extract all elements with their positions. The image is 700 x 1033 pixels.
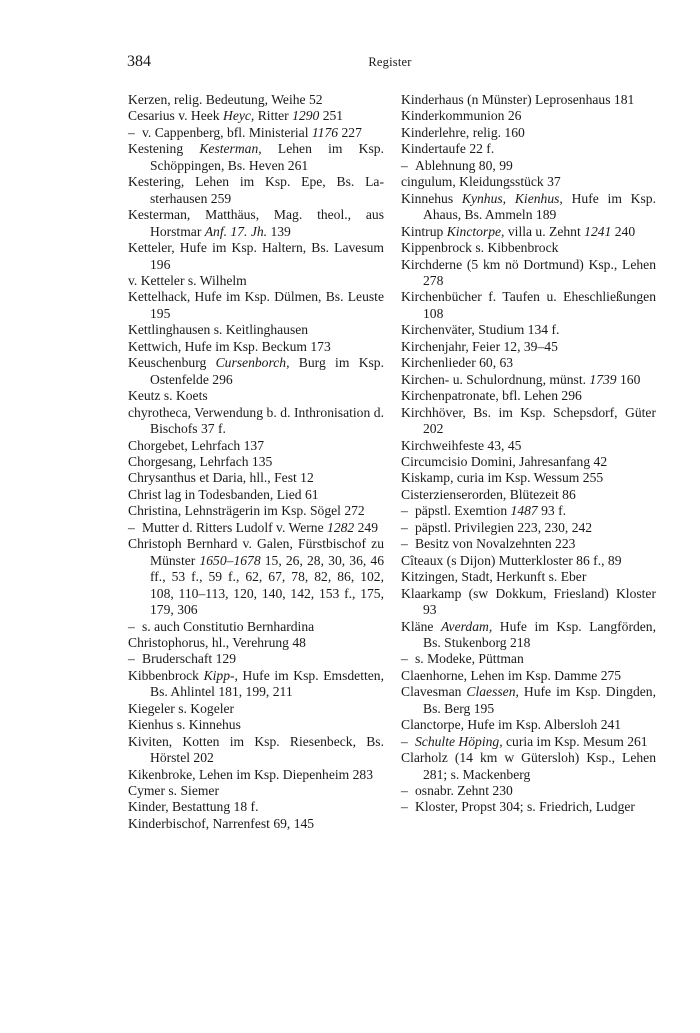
subentry-dash: – (128, 651, 135, 667)
index-entry (128, 487, 384, 503)
entry-text: Lehen im Ksp. Schöppingen, Bs. Heven 261 (150, 141, 384, 173)
entry-text: Ketteler, Hufe im Ksp. Haltern, Bs. Lavesum 196 (128, 240, 384, 272)
index-entry (401, 586, 656, 619)
entry-text: Hufe im Ksp. Emsdetten, Bs. Ahlintel 181, 199, 211 (150, 667, 384, 700)
entry-text: Keutz s. Koets (128, 388, 208, 404)
index-entry (401, 684, 656, 717)
italic-variant: 1282 (327, 519, 355, 535)
entry-text: osnabr. Zehnt 230 (415, 783, 513, 799)
italic-variant: 1290 (292, 108, 320, 124)
entry-text: Cymer s. Siemer (128, 783, 219, 799)
index-entry (128, 438, 384, 454)
italic-variant: Heyc, (223, 108, 255, 124)
entry-text: Kinnehus (401, 190, 462, 206)
entry-text: Kirchenväter, Studium 134 f. (401, 322, 560, 338)
entry-text: Kestening (128, 141, 200, 157)
index-entry (401, 553, 656, 569)
entry-text: Klaarkamp (sw Dokkum, Friesland) Kloster 93 (401, 585, 656, 618)
subentry-dash: – (401, 157, 408, 173)
index-entry (128, 289, 384, 322)
entry-text: Kinderhaus (n Münster) Leprosenhaus 181 (401, 92, 635, 107)
entry-text: s. Modeke, Püttman (415, 651, 524, 667)
index-subentry (401, 799, 656, 815)
index-subentry (401, 503, 656, 519)
index-subentry (128, 619, 384, 635)
entry-text: Kibbenbrock (128, 667, 204, 683)
entry-text: Cîteaux (s Dijon) Mutterkloster 86 f., 89 (401, 552, 622, 568)
entry-text: v. Cappenberg, bfl. Ministerial (142, 124, 312, 140)
italic-variant: Claessen, (466, 684, 519, 700)
subentry-dash: – (128, 124, 135, 140)
index-column-left (128, 92, 384, 832)
italic-variant: Cursenborch, (215, 355, 290, 371)
index-entry (128, 799, 384, 815)
entry-text: Kestering, Lehen im Ksp. Epe, Bs. Lasterhausen 259 (128, 174, 384, 206)
index-entry (401, 191, 656, 224)
entry-text: Kloster, Propst 304; s. Friedrich, Ludger (415, 799, 635, 815)
entry-text: Kiskamp, curia im Ksp. Wessum 255 (401, 470, 604, 486)
entry-text: Hufe im Ksp. Ahaus, Bs. Ammeln 189 (423, 190, 656, 223)
italic-variant: Kynhus, Kienhus, (461, 190, 563, 206)
entry-text: Kirchweihfeste 43, 45 (401, 437, 522, 453)
entry-text: Kirchderne (5 km nö Dortmund) Ksp., Lehen 278 (401, 256, 656, 288)
entry-text: Christ lag in Todesbanden, Lied 61 (128, 486, 319, 502)
index-subentry (401, 536, 656, 552)
italic-variant: 1739 (589, 371, 617, 387)
entry-text: Besitz von Novalzehnten 223 (415, 536, 576, 552)
index-entry (128, 701, 384, 717)
entry-text: Mutter d. Ritters Ludolf v. Werne (142, 519, 328, 535)
entry-text: 160 (616, 371, 641, 387)
entry-text: Christophorus, hl., Verehrung 48 (128, 634, 306, 650)
entry-text: Kintrup (401, 223, 447, 239)
entry-text: Kitzingen, Stadt, Herkunft s. Eber (401, 569, 587, 585)
index-entry (401, 388, 656, 404)
entry-text: 139 (267, 223, 291, 239)
entry-text: Kikenbroke, Lehen im Ksp. Diepenheim 283 (128, 766, 374, 782)
index-entry (128, 454, 384, 470)
entry-text: curia im Ksp. Mesum 261 (502, 733, 648, 749)
entry-text: Bruderschaft 129 (142, 651, 236, 667)
entry-text: Clanctorpe, Hufe im Ksp. Albersloh 241 (401, 717, 622, 733)
subentry-dash: – (401, 503, 408, 519)
italic-variant: Schulte Höping, (415, 733, 503, 749)
index-entry (128, 141, 384, 174)
entry-text: Kippenbrock s. Kibbenbrock (401, 240, 559, 256)
entry-text: Kinderbischof, Narrenfest 69, 145 (128, 815, 315, 831)
index-entry (401, 141, 656, 157)
index-entry (128, 816, 384, 832)
index-entry (401, 125, 656, 141)
index-subentry (401, 734, 656, 750)
italic-variant: Kipp-, (203, 667, 238, 683)
index-entry (401, 289, 656, 322)
entry-text: Kiegeler s. Kogeler (128, 700, 235, 716)
entry-text: Kesterman, Matthäus, Mag. theol., aus Horstmar (128, 207, 384, 239)
index-entry (128, 273, 384, 289)
index-column-right (401, 92, 656, 816)
index-entry (401, 322, 656, 338)
entry-text: Kirchenbücher f. Taufen u. Eheschließungen 108 (401, 289, 656, 321)
italic-variant: 1241 (584, 223, 612, 239)
entry-text: Chorgesang, Lehrfach 135 (128, 453, 273, 469)
entry-text: Kettelhack, Hufe im Ksp. Dülmen, Bs. Leuste 195 (128, 289, 384, 321)
subentry-dash: – (401, 799, 408, 815)
entry-text: 227 (338, 124, 362, 140)
index-subentry (401, 158, 656, 174)
entry-text: Kienhus s. Kinnehus (128, 717, 241, 733)
entry-text: Kinder, Bestattung 18 f. (128, 799, 259, 815)
entry-text: 15, 26, 28, 30, 36, 46 ff., 53 f., 59 f., 62, 67, 78, 82, 86, 102, 108, 110–113, 120, 140, 142, 153 f., 175, 179, 306 (150, 552, 384, 618)
index-entry (401, 750, 656, 783)
index-entry (401, 717, 656, 733)
entry-text: Burg im Ksp. Ostenfelde 296 (150, 355, 385, 387)
italic-variant: Kesterman, (199, 141, 262, 157)
entry-text: 93 f. (537, 503, 567, 519)
italic-variant: Averdam, (441, 618, 493, 634)
index-entry (128, 355, 384, 388)
italic-variant: 1176 (311, 124, 339, 140)
entry-text: 251 (319, 108, 344, 124)
entry-text: 240 (611, 223, 636, 239)
index-entry (401, 92, 656, 108)
subentry-dash: – (401, 519, 408, 535)
entry-text: 249 (354, 519, 379, 535)
index-entry (128, 405, 384, 438)
entry-text: Circumcisio Domini, Jahresanfang 42 (401, 453, 608, 469)
index-entry (128, 536, 384, 618)
entry-text: Hufe im Ksp. Dingden, Bs. Berg 195 (423, 684, 656, 716)
index-subentry (128, 651, 384, 667)
entry-text: Kläne (401, 618, 441, 634)
entry-text: Kettlinghausen s. Keitlinghausen (128, 322, 309, 338)
index-entry (401, 668, 656, 684)
entry-text: Kettwich, Hufe im Ksp. Beckum 173 (128, 338, 331, 354)
entry-text: Kiviten, Kotten im Ksp. Riesenbeck, Bs. Hörstel 202 (128, 733, 384, 766)
index-entry (128, 668, 384, 701)
index-subentry (128, 520, 384, 536)
index-entry (128, 783, 384, 799)
index-entry (401, 569, 656, 585)
entry-text: Kirchenlieder 60, 63 (401, 355, 514, 371)
entry-text: Kirchen- u. Schulordnung, münst. (401, 371, 590, 387)
entry-text: Keuschenburg (128, 355, 216, 371)
index-entry (128, 339, 384, 355)
index-entry (401, 470, 656, 486)
italic-variant: 1650–1678 (199, 552, 261, 568)
subentry-dash: – (401, 733, 408, 749)
index-entry (401, 372, 656, 388)
index-entry (401, 454, 656, 470)
index-entry (401, 339, 656, 355)
entry-text: Clavesman (401, 684, 467, 700)
entry-text: chyrotheca, Verwendung b. d. Inthronisation d. Bischofs 37 f. (128, 404, 384, 437)
entry-text: Kerzen, relig. Bedeutung, Weihe 52 (128, 92, 323, 107)
entry-text: Ritter (254, 108, 293, 124)
entry-text: Kirchenjahr, Feier 12, 39–45 (401, 338, 558, 354)
index-entry (128, 717, 384, 733)
running-head: Register (368, 55, 412, 69)
entry-text: Cesarius v. Heek (128, 108, 224, 124)
entry-text: Ablehnung 80, 99 (415, 157, 513, 173)
index-entry (128, 635, 384, 651)
subentry-dash: – (401, 536, 408, 552)
index-entry (128, 174, 384, 207)
index-entry (401, 487, 656, 503)
entry-text: cingulum, Kleidungsstück 37 (401, 174, 561, 190)
subentry-dash: – (401, 783, 408, 799)
italic-variant: Kinctorpe, (446, 223, 505, 239)
index-entry (128, 767, 384, 783)
index-entry (128, 503, 384, 519)
index-subentry (401, 783, 656, 799)
page-number: 384 (127, 53, 151, 70)
index-entry (128, 108, 384, 124)
entry-text: Christoph Bernhard v. Galen, Fürstbischof zu Münster (128, 536, 384, 568)
index-entry (128, 92, 384, 108)
index-entry (401, 438, 656, 454)
index-entry (128, 322, 384, 338)
entry-text: villa u. Zehnt (504, 223, 585, 239)
italic-variant: 1487 (510, 503, 538, 519)
entry-text: päpstl. Exemtion (415, 503, 511, 519)
entry-text: s. auch Constitutio Bernhardina (142, 618, 315, 634)
index-entry (128, 470, 384, 486)
index-entry (401, 224, 656, 240)
subentry-dash: – (128, 618, 135, 634)
index-entry (401, 405, 656, 438)
italic-variant: Anf. 17. Jh. (204, 223, 268, 239)
index-entry (128, 734, 384, 767)
index-entry (401, 174, 656, 190)
index-entry (128, 240, 384, 273)
entry-text: Clarholz (14 km w Gütersloh) Ksp., Lehen 281; s. Mackenberg (401, 750, 656, 782)
entry-text: Kirchhöver, Bs. im Ksp. Schepsdorf, Güter 202 (401, 404, 656, 437)
index-entry (128, 388, 384, 404)
entry-text: Hufe im Ksp. Langförden, Bs. Stukenborg 218 (423, 618, 656, 650)
index-entry (401, 108, 656, 124)
entry-text: Chrysanthus et Daria, hll., Fest 12 (128, 470, 314, 486)
subentry-dash: – (128, 519, 135, 535)
index-entry (128, 207, 384, 240)
index-subentry (128, 125, 384, 141)
entry-text: Kindertaufe 22 f. (401, 141, 495, 157)
index-entry (401, 619, 656, 652)
entry-text: Chorgebet, Lehrfach 137 (128, 437, 265, 453)
subentry-dash: – (401, 651, 408, 667)
entry-text: Kinderkommunion 26 (401, 108, 522, 124)
entry-text: Kirchenpatronate, bfl. Lehen 296 (401, 388, 582, 404)
entry-text: päpstl. Privilegien 223, 230, 242 (415, 519, 593, 535)
index-entry (401, 257, 656, 290)
index-entry (401, 355, 656, 371)
index-subentry (401, 520, 656, 536)
entry-text: v. Ketteler s. Wilhelm (128, 272, 247, 288)
index-entry (401, 240, 656, 256)
entry-text: Cisterzienserorden, Blütezeit 86 (401, 486, 576, 502)
entry-text: Christina, Lehnsträgerin im Ksp. Sögel 272 (128, 503, 365, 519)
entry-text: Kinderlehre, relig. 160 (401, 124, 525, 140)
index-subentry (401, 651, 656, 667)
entry-text: Claenhorne, Lehen im Ksp. Damme 275 (401, 667, 622, 683)
